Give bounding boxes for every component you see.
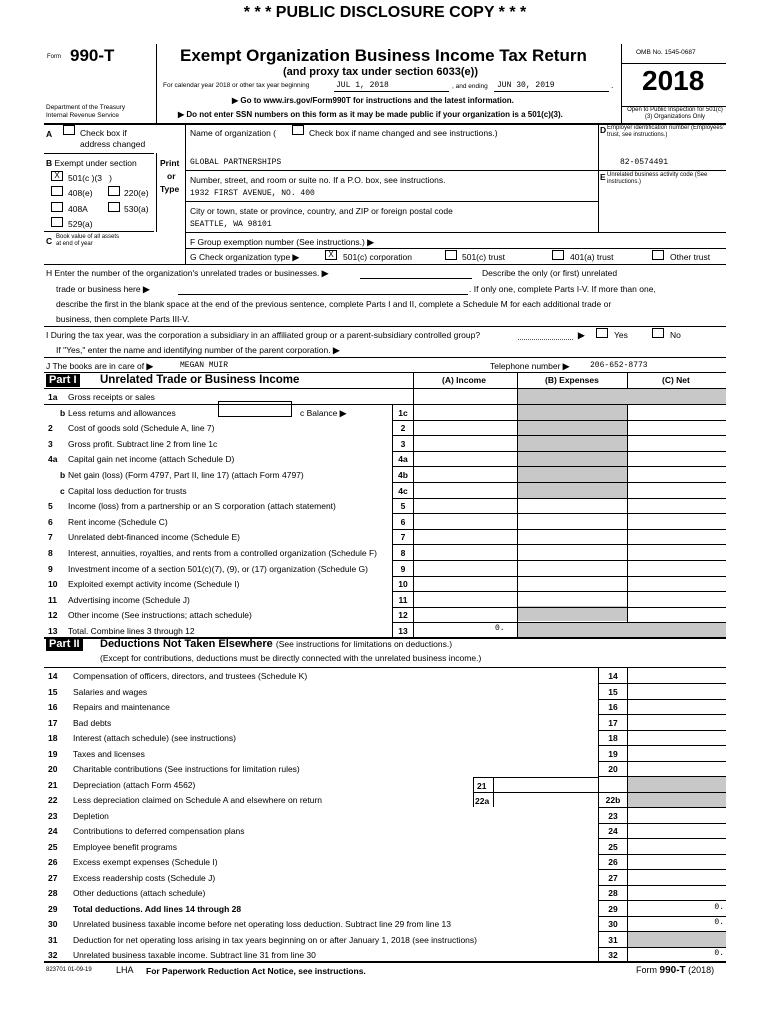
line-number: 5 xyxy=(48,501,53,511)
530a-label: 530(a) xyxy=(124,204,149,214)
line-number: 28 xyxy=(48,888,58,898)
ssn-warning: ▶ Do not enter SSN numbers on this form as it may be made public if your organization is a 501(c)(3). xyxy=(178,110,563,119)
line-number: 3 xyxy=(48,439,53,449)
line-text: Gross profit. Subtract line 2 from line 1c xyxy=(68,439,218,449)
line13-income-value[interactable]: 0. xyxy=(495,624,505,633)
a-label: A xyxy=(46,129,53,139)
g-opt-other-trust: Other trust xyxy=(670,252,711,262)
i-yes-checkbox[interactable] xyxy=(596,328,608,338)
line-box-label: 11 xyxy=(398,595,408,605)
line-number: 30 xyxy=(48,919,58,929)
g-opt-501c-corp: 501(c) corporation xyxy=(343,252,412,262)
line-text: Depreciation (attach Form 4562) xyxy=(73,780,196,790)
header-divider-left xyxy=(156,44,157,124)
line-text: Unrelated business taxable income before net operating loss deduction. Subtract line 29 from line 13 xyxy=(73,919,452,929)
line-box-label: 4c xyxy=(398,486,408,496)
530a-checkbox[interactable] xyxy=(108,202,120,212)
line-box-label: 26 xyxy=(608,857,618,867)
part1-title: Unrelated Trade or Business Income xyxy=(100,374,300,386)
line-number: 10 xyxy=(48,579,58,589)
h-text-2b: . If only one, complete Parts I-V. If more than one, xyxy=(469,284,656,294)
line-amount[interactable]: 0. xyxy=(714,949,724,958)
col-b-header: (B) Expenses xyxy=(545,375,599,385)
j-text: J The books are in care of ▶ xyxy=(46,361,154,371)
line-box-label: 17 xyxy=(608,718,618,728)
g-opt-501c-trust: 501(c) trust xyxy=(462,252,505,262)
line-amount[interactable]: 0. xyxy=(714,918,724,927)
line-text: Employee benefit programs xyxy=(73,842,177,852)
line-box-label: 12 xyxy=(398,610,408,620)
footer-code: 823701 01-09-19 xyxy=(46,967,92,973)
408e-checkbox[interactable] xyxy=(51,186,63,196)
501c-label: 501(c )(3 ) xyxy=(68,173,112,183)
f-text: F Group exemption number (See instructions.) ▶ xyxy=(190,237,374,247)
h-text-3: describe the first in the blank space at the end of the previous sentence, complete Parts I and II, complete a Schedule M for each additional trade or xyxy=(56,299,612,309)
line-number: 24 xyxy=(48,826,58,836)
line-number: 8 xyxy=(48,548,53,558)
line-box-label: 27 xyxy=(608,873,618,883)
disclosure-banner: * * * PUBLIC DISCLOSURE COPY * * * xyxy=(243,4,527,21)
name-changed-checkbox[interactable] xyxy=(292,125,304,135)
line-text: Advertising income (Schedule J) xyxy=(68,595,190,605)
line-box-label: 13 xyxy=(398,626,408,636)
street-address[interactable]: 1932 FIRST AVENUE, NO. 400 xyxy=(190,189,315,198)
irs-label: Internal Revenue Service xyxy=(46,112,119,119)
line-number: 4a xyxy=(48,454,58,464)
name-label: Name of organization ( xyxy=(190,128,276,138)
part2-label: Part II xyxy=(46,638,83,651)
other-trust-checkbox[interactable] xyxy=(652,250,664,260)
line-text: Unrelated business taxable income. Subtract line 31 from line 30 xyxy=(73,950,316,960)
line-box-label: 32 xyxy=(608,950,618,960)
501c-trust-checkbox[interactable] xyxy=(445,250,457,260)
line-box-label: 5 xyxy=(400,501,406,511)
line-text: Income (loss) from a partnership or an S corporation (attach statement) xyxy=(68,501,336,511)
calendar-text: For calendar year 2018 or other tax year beginning xyxy=(163,82,310,89)
begin-date[interactable]: JUL 1, 2018 xyxy=(336,81,389,90)
b-section: B Exempt under section xyxy=(46,158,137,168)
c-label: C xyxy=(46,236,53,246)
line-text: Capital loss deduction for trusts xyxy=(68,486,187,496)
line-text: Depletion xyxy=(73,811,109,821)
line-box-label: 28 xyxy=(608,888,618,898)
line-text: Investment income of a section 501(c)(7), (9), or (17) organization (Schedule G) xyxy=(68,564,368,574)
returns-allowances-box[interactable] xyxy=(218,401,292,417)
form-title: Exempt Organization Business Income Tax Return xyxy=(180,46,587,65)
balance-label: c Balance ▶ xyxy=(300,408,347,418)
line-number: 14 xyxy=(48,671,58,681)
line-number: 20 xyxy=(48,764,58,774)
line-box-label: 15 xyxy=(608,687,618,697)
line-text: Compensation of officers, directors, and trustees (Schedule K) xyxy=(73,671,308,681)
line-box-label: 4a xyxy=(398,454,408,464)
or-label: or xyxy=(167,171,176,181)
i-text-1: I During the tax year, was the corporation a subsidiary in an affiliated group or a parent-subsidiary controlled group? xyxy=(46,330,481,340)
line-box-label: 19 xyxy=(608,749,618,759)
end-date[interactable]: JUN 30, 2019 xyxy=(497,81,555,90)
books-care-of[interactable]: MEGAN MUIR xyxy=(180,361,229,370)
part1-label: Part I xyxy=(46,374,80,387)
line-box-label: 22b xyxy=(605,795,621,805)
d-label: D xyxy=(600,125,607,135)
line-number: 31 xyxy=(48,935,58,945)
line-number: 1a xyxy=(48,392,58,402)
line-number: 18 xyxy=(48,733,58,743)
line-box-label: 9 xyxy=(400,564,406,574)
line-text: Excess readership costs (Schedule J) xyxy=(73,873,216,883)
line-box-label: 18 xyxy=(608,733,618,743)
omb-number: OMB No. 1545-0687 xyxy=(636,49,696,56)
line-number: c xyxy=(60,486,65,496)
i-no-label: No xyxy=(670,330,681,340)
408a-label: 408A xyxy=(68,204,88,214)
form-label: Form xyxy=(47,54,61,60)
line-number: 12 xyxy=(48,610,58,620)
col-a-header: (A) Income xyxy=(442,375,486,385)
line-text: Total. Combine lines 3 through 12 xyxy=(68,626,195,636)
line-number: 32 xyxy=(48,950,58,960)
footer-lha: LHA xyxy=(116,965,134,975)
line-number: 17 xyxy=(48,718,58,728)
line-number: 26 xyxy=(48,857,58,867)
line-number: 7 xyxy=(48,532,53,542)
408e-label: 408(e) xyxy=(68,188,93,198)
line-number: b xyxy=(60,408,66,418)
line-box-label: 14 xyxy=(608,671,618,681)
open-public-inspection: Open to Public Inspection for 501(c)(3) Organizations Only xyxy=(627,107,723,120)
501c-corp-checkbox[interactable]: X xyxy=(325,250,337,260)
line-number: 13 xyxy=(48,626,58,636)
line-text: Taxes and licenses xyxy=(73,749,145,759)
line-text: Net gain (loss) (Form 4797, Part II, line 17) (attach Form 4797) xyxy=(68,470,304,480)
i-text-2: If "Yes," enter the name and identifying number of the parent corporation. ▶ xyxy=(56,345,340,355)
tax-year: 2018 xyxy=(642,65,705,96)
line-number: 16 xyxy=(48,702,58,712)
street-label: Number, street, and room or suite no. If a P.O. box, see instructions. xyxy=(190,175,446,185)
line-box-label: 30 xyxy=(608,919,618,929)
header-divider-right xyxy=(621,44,622,124)
org-name[interactable]: GLOBAL PARTNERSHIPS xyxy=(190,158,282,167)
line-text: Other income (See instructions; attach schedule) xyxy=(68,610,252,620)
line-text: Interest, annuities, royalties, and rents from a controlled organization (Schedule F) xyxy=(68,548,377,558)
line-number: 23 xyxy=(48,811,58,821)
h-text-2: trade or business here ▶ xyxy=(56,284,150,294)
line-text: Rent income (Schedule C) xyxy=(68,517,168,527)
line-number: 29 xyxy=(48,904,58,914)
goto-instructions: ▶ Go to www.irs.gov/Form990T for instructions and the latest information. xyxy=(232,96,514,105)
line-number: 19 xyxy=(48,749,58,759)
form-subtitle: (and proxy tax under section 6033(e)) xyxy=(283,66,478,78)
line-text: Contributions to deferred compensation plans xyxy=(73,826,245,836)
line-box-label: 29 xyxy=(608,904,618,914)
220e-checkbox[interactable] xyxy=(108,186,120,196)
line-number: 11 xyxy=(48,595,57,605)
line-box-label: 24 xyxy=(608,826,618,836)
line-text: Gross receipts or sales xyxy=(68,392,155,402)
c-text-2: at end of year xyxy=(56,241,93,247)
501c-checkbox[interactable]: X xyxy=(51,171,63,181)
address-changed-checkbox[interactable] xyxy=(63,125,75,135)
col-c-header: (C) Net xyxy=(662,375,690,385)
line-text: Capital gain net income (attach Schedule D) xyxy=(68,454,235,464)
line-text: Salaries and wages xyxy=(73,687,148,697)
line-box-label: 25 xyxy=(608,842,618,852)
footer-form-id: Form 990-T (2018) xyxy=(636,965,715,976)
line-box-label: 8 xyxy=(400,548,406,558)
529a-label: 529(a) xyxy=(68,219,93,229)
line-text: Less returns and allowances xyxy=(68,408,176,418)
e-label: E xyxy=(600,172,606,182)
line-number: 25 xyxy=(48,842,58,852)
i-no-checkbox[interactable] xyxy=(652,328,664,338)
line-number: b xyxy=(60,470,66,480)
408a-checkbox[interactable] xyxy=(51,202,63,212)
city-state-zip[interactable]: SEATTLE, WA 98101 xyxy=(190,220,272,229)
d-text: Employer identification number (Employees' trust, see instructions.) xyxy=(607,125,724,138)
line-number: 22 xyxy=(48,795,58,805)
line-text: Excess exempt expenses (Schedule I) xyxy=(73,857,218,867)
line-amount[interactable]: 0. xyxy=(714,903,724,912)
line-box-label: 6 xyxy=(400,517,406,527)
g-opt-401a-trust: 401(a) trust xyxy=(570,252,614,262)
line-number: 15 xyxy=(48,687,58,697)
220e-label: 220(e) xyxy=(124,188,149,198)
box-22a-label: 22a xyxy=(475,796,490,806)
line-box-label: 20 xyxy=(608,764,618,774)
part2-title: Deductions Not Taken Elsewhere (See instructions for limitations on deductions.) xyxy=(100,638,453,650)
line-number: 6 xyxy=(48,517,53,527)
line-box-label: 3 xyxy=(400,439,406,449)
footer-paperwork: For Paperwork Reduction Act Notice, see instructions. xyxy=(146,966,366,976)
line-number: 27 xyxy=(48,873,58,883)
name-changed-text: Check box if name changed and see instructions.) xyxy=(309,128,498,138)
box-21-label: 21 xyxy=(477,781,487,791)
line-text: Exploited exempt activity income (Schedule I) xyxy=(68,579,240,589)
401a-trust-checkbox[interactable] xyxy=(552,250,564,260)
line-text: Less depreciation claimed on Schedule A and elsewhere on return xyxy=(73,795,323,805)
period-dot: . xyxy=(611,80,614,90)
line-box-label: 2 xyxy=(400,423,406,433)
line-text: Other deductions (attach schedule) xyxy=(73,888,206,898)
g-text: G Check organization type ▶ xyxy=(190,252,300,262)
h-text-1: H Enter the number of the organization's unrelated trades or businesses. ▶ xyxy=(46,268,329,278)
print-label: Print xyxy=(160,158,180,168)
line-box-label: 1c xyxy=(398,408,408,418)
line-text: Interest (attach schedule) (see instructions) xyxy=(73,733,236,743)
phone-label: Telephone number ▶ xyxy=(490,361,570,371)
line-box-label: 16 xyxy=(608,702,618,712)
type-label: Type xyxy=(160,184,180,194)
line-box-label: 31 xyxy=(608,935,618,945)
ein-value[interactable]: 82-0574491 xyxy=(620,158,669,167)
i-yes-label: Yes xyxy=(614,330,628,340)
line-text: Deduction for net operating loss arising in tax years beginning on or after January 1, 2018 (see instructions) xyxy=(73,935,477,945)
line-box-label: 7 xyxy=(400,532,406,542)
and-ending-text: , and ending xyxy=(452,83,488,90)
line-text: Unrelated debt-financed income (Schedule E) xyxy=(68,532,240,542)
line-text: Repairs and maintenance xyxy=(73,702,170,712)
line-text: Bad debts xyxy=(73,718,112,728)
line-number: 21 xyxy=(48,780,58,790)
h-text-1b: Describe the only (or first) unrelated xyxy=(482,268,618,278)
line-text: Charitable contributions (See instructions for limitation rules) xyxy=(73,764,300,774)
a-text-1: Check box if xyxy=(80,128,127,138)
line-box-label: 23 xyxy=(608,811,618,821)
e-text: Unrelated business activity code (See instructions.) xyxy=(607,172,708,185)
line-box-label: 4b xyxy=(398,470,408,480)
line-number: 9 xyxy=(48,564,53,574)
city-label: City or town, state or province, country, and ZIP or foreign postal code xyxy=(190,206,453,216)
dept-treasury: Department of the Treasury xyxy=(46,104,126,111)
c-text-1: Book value of all assets xyxy=(56,234,120,240)
phone-number[interactable]: 206-652-8773 xyxy=(590,361,648,370)
line-box-label: 10 xyxy=(398,579,408,589)
form-number: 990-T xyxy=(70,46,115,65)
h-text-4: business, then complete Parts III-V. xyxy=(56,314,190,324)
line-text: Cost of goods sold (Schedule A, line 7) xyxy=(68,423,215,433)
part2-subtitle: (Except for contributions, deductions must be directly connected with the unrelated business income.) xyxy=(100,653,482,663)
line-number: 2 xyxy=(48,423,53,433)
line-text: Total deductions. Add lines 14 through 28 xyxy=(73,904,242,914)
a-text-2: address changed xyxy=(80,139,146,149)
529a-checkbox[interactable] xyxy=(51,217,63,227)
